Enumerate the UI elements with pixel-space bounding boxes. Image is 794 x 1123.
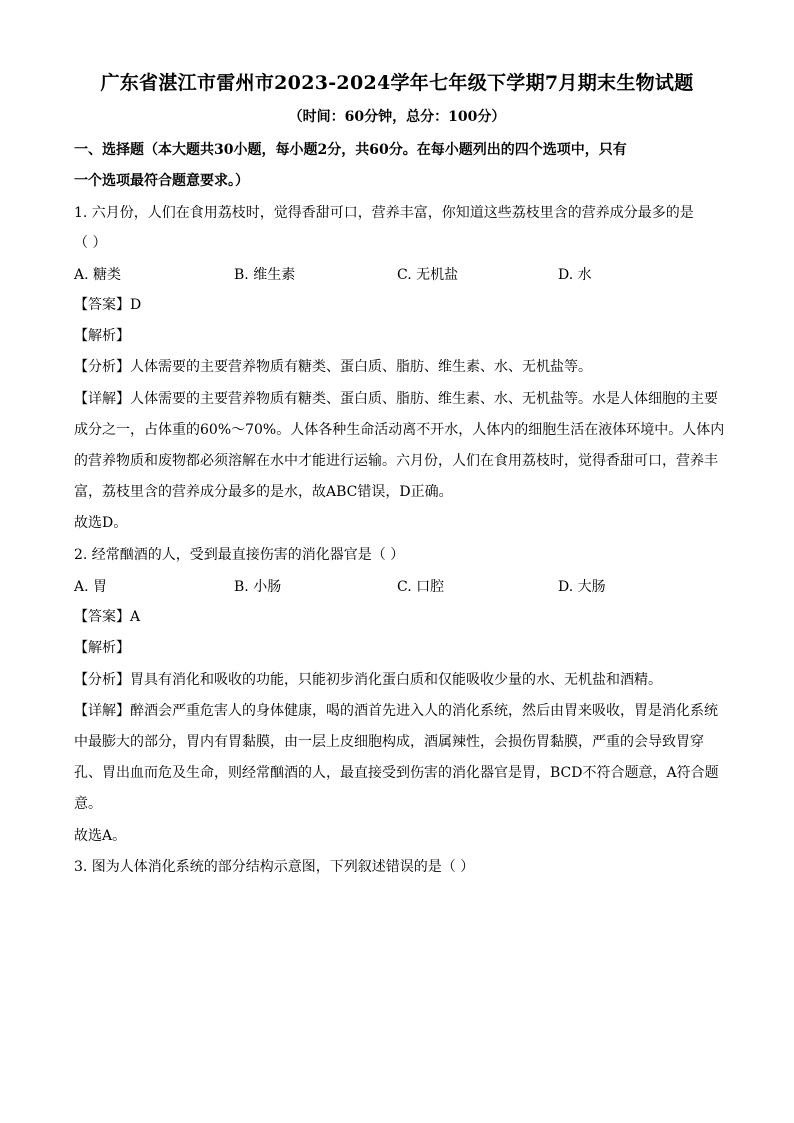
question-1-stem: 1. 六月份，人们在食用荔枝时，觉得香甜可口，营养丰富，你知道这些荔枝里含的营养成分最多的是 bbox=[74, 205, 694, 221]
question-2-options bbox=[74, 576, 724, 596]
question-2-option-c: C. 口腔 bbox=[397, 579, 445, 595]
question-2-analysis-label: 【解析】 bbox=[74, 640, 130, 656]
question-1-xiangjie-line-1: 【详解】人体需要的主要营养物质有糖类、蛋白质、脂肪、维生素、水、无机盐等。水是人体细胞的主要 bbox=[74, 391, 718, 407]
question-2-stem: 2. 经常酗酒的人，受到最直接伤害的消化器官是（ ） bbox=[74, 547, 405, 563]
question-2-option-a: A. 胃 bbox=[74, 579, 108, 595]
question-2-option-b: B. 小肠 bbox=[234, 579, 282, 595]
question-1-option-c: C. 无机盐 bbox=[397, 267, 459, 283]
question-1-conclusion: 故选D。 bbox=[74, 515, 128, 531]
question-2-xiangjie-line-2: 中最膨大的部分，胃内有胃黏膜，由一层上皮细胞构成，酒属辣性，会损伤胃黏膜，严重的会导致胃穿 bbox=[74, 734, 704, 750]
question-1-option-d: D. 水 bbox=[558, 267, 592, 283]
question-1-option-b: B. 维生素 bbox=[234, 267, 296, 283]
question-1-answer: 【答案】D bbox=[74, 297, 142, 313]
question-2-answer: 【答案】A bbox=[74, 609, 141, 625]
question-1-xiangjie-line-3: 的营养物质和废物都必须溶解在水中才能进行运输。六月份，人们在食用荔枝时，觉得香甜可口，营养丰 bbox=[74, 453, 718, 469]
question-2-fenxi: 【分析】胃具有消化和吸收的功能，只能初步消化蛋白质和仅能吸收少量的水、无机盐和酒精。 bbox=[74, 672, 662, 688]
exam-info: （时间：60分钟，总分：100分） bbox=[288, 109, 506, 125]
question-2-option-d: D. 大肠 bbox=[558, 579, 606, 595]
page-title: 广东省湛江市雷州市2023-2024学年七年级下学期7月期末生物试题 bbox=[100, 72, 694, 94]
section-heading-line-2: 一个选项最符合题意要求。） bbox=[74, 173, 249, 189]
question-1-xiangjie-line-2: 成分之一，占体重的60%～70%。人体各种生命活动离不开水，人体内的细胞生活在液体环境中。人体内 bbox=[74, 422, 725, 438]
section-heading-line-1: 一、选择题（本大题共30小题，每小题2分，共60分。在每小题列出的四个选项中，只有 bbox=[74, 142, 627, 158]
question-3-stem: 3. 图为人体消化系统的部分结构示意图，下列叙述错误的是（ ） bbox=[74, 859, 475, 875]
question-2-xiangjie-line-1: 【详解】醉酒会严重危害人的身体健康，喝的酒首先进入人的消化系统，然后由胃来吸收，胃是消化系统 bbox=[74, 703, 718, 719]
question-2-xiangjie-line-4: 意。 bbox=[74, 796, 102, 812]
question-1-xiangjie-line-4: 富，荔枝里含的营养成分最多的是水，故ABC错误，D正确。 bbox=[74, 484, 453, 500]
question-1-analysis-label: 【解析】 bbox=[74, 328, 130, 344]
question-2-xiangjie-line-3: 孔、胃出血而危及生命，则经常酗酒的人，最直接受到伤害的消化器官是胃，BCD不符合题意，A符合题 bbox=[74, 765, 719, 781]
question-1-stem-blank: （ ） bbox=[74, 235, 107, 251]
question-1-option-a: A. 糖类 bbox=[74, 267, 122, 283]
question-2-conclusion: 故选A。 bbox=[74, 828, 127, 844]
question-1-options bbox=[74, 264, 724, 284]
question-1-fenxi: 【分析】人体需要的主要营养物质有糖类、蛋白质、脂肪、维生素、水、无机盐等。 bbox=[74, 359, 592, 375]
